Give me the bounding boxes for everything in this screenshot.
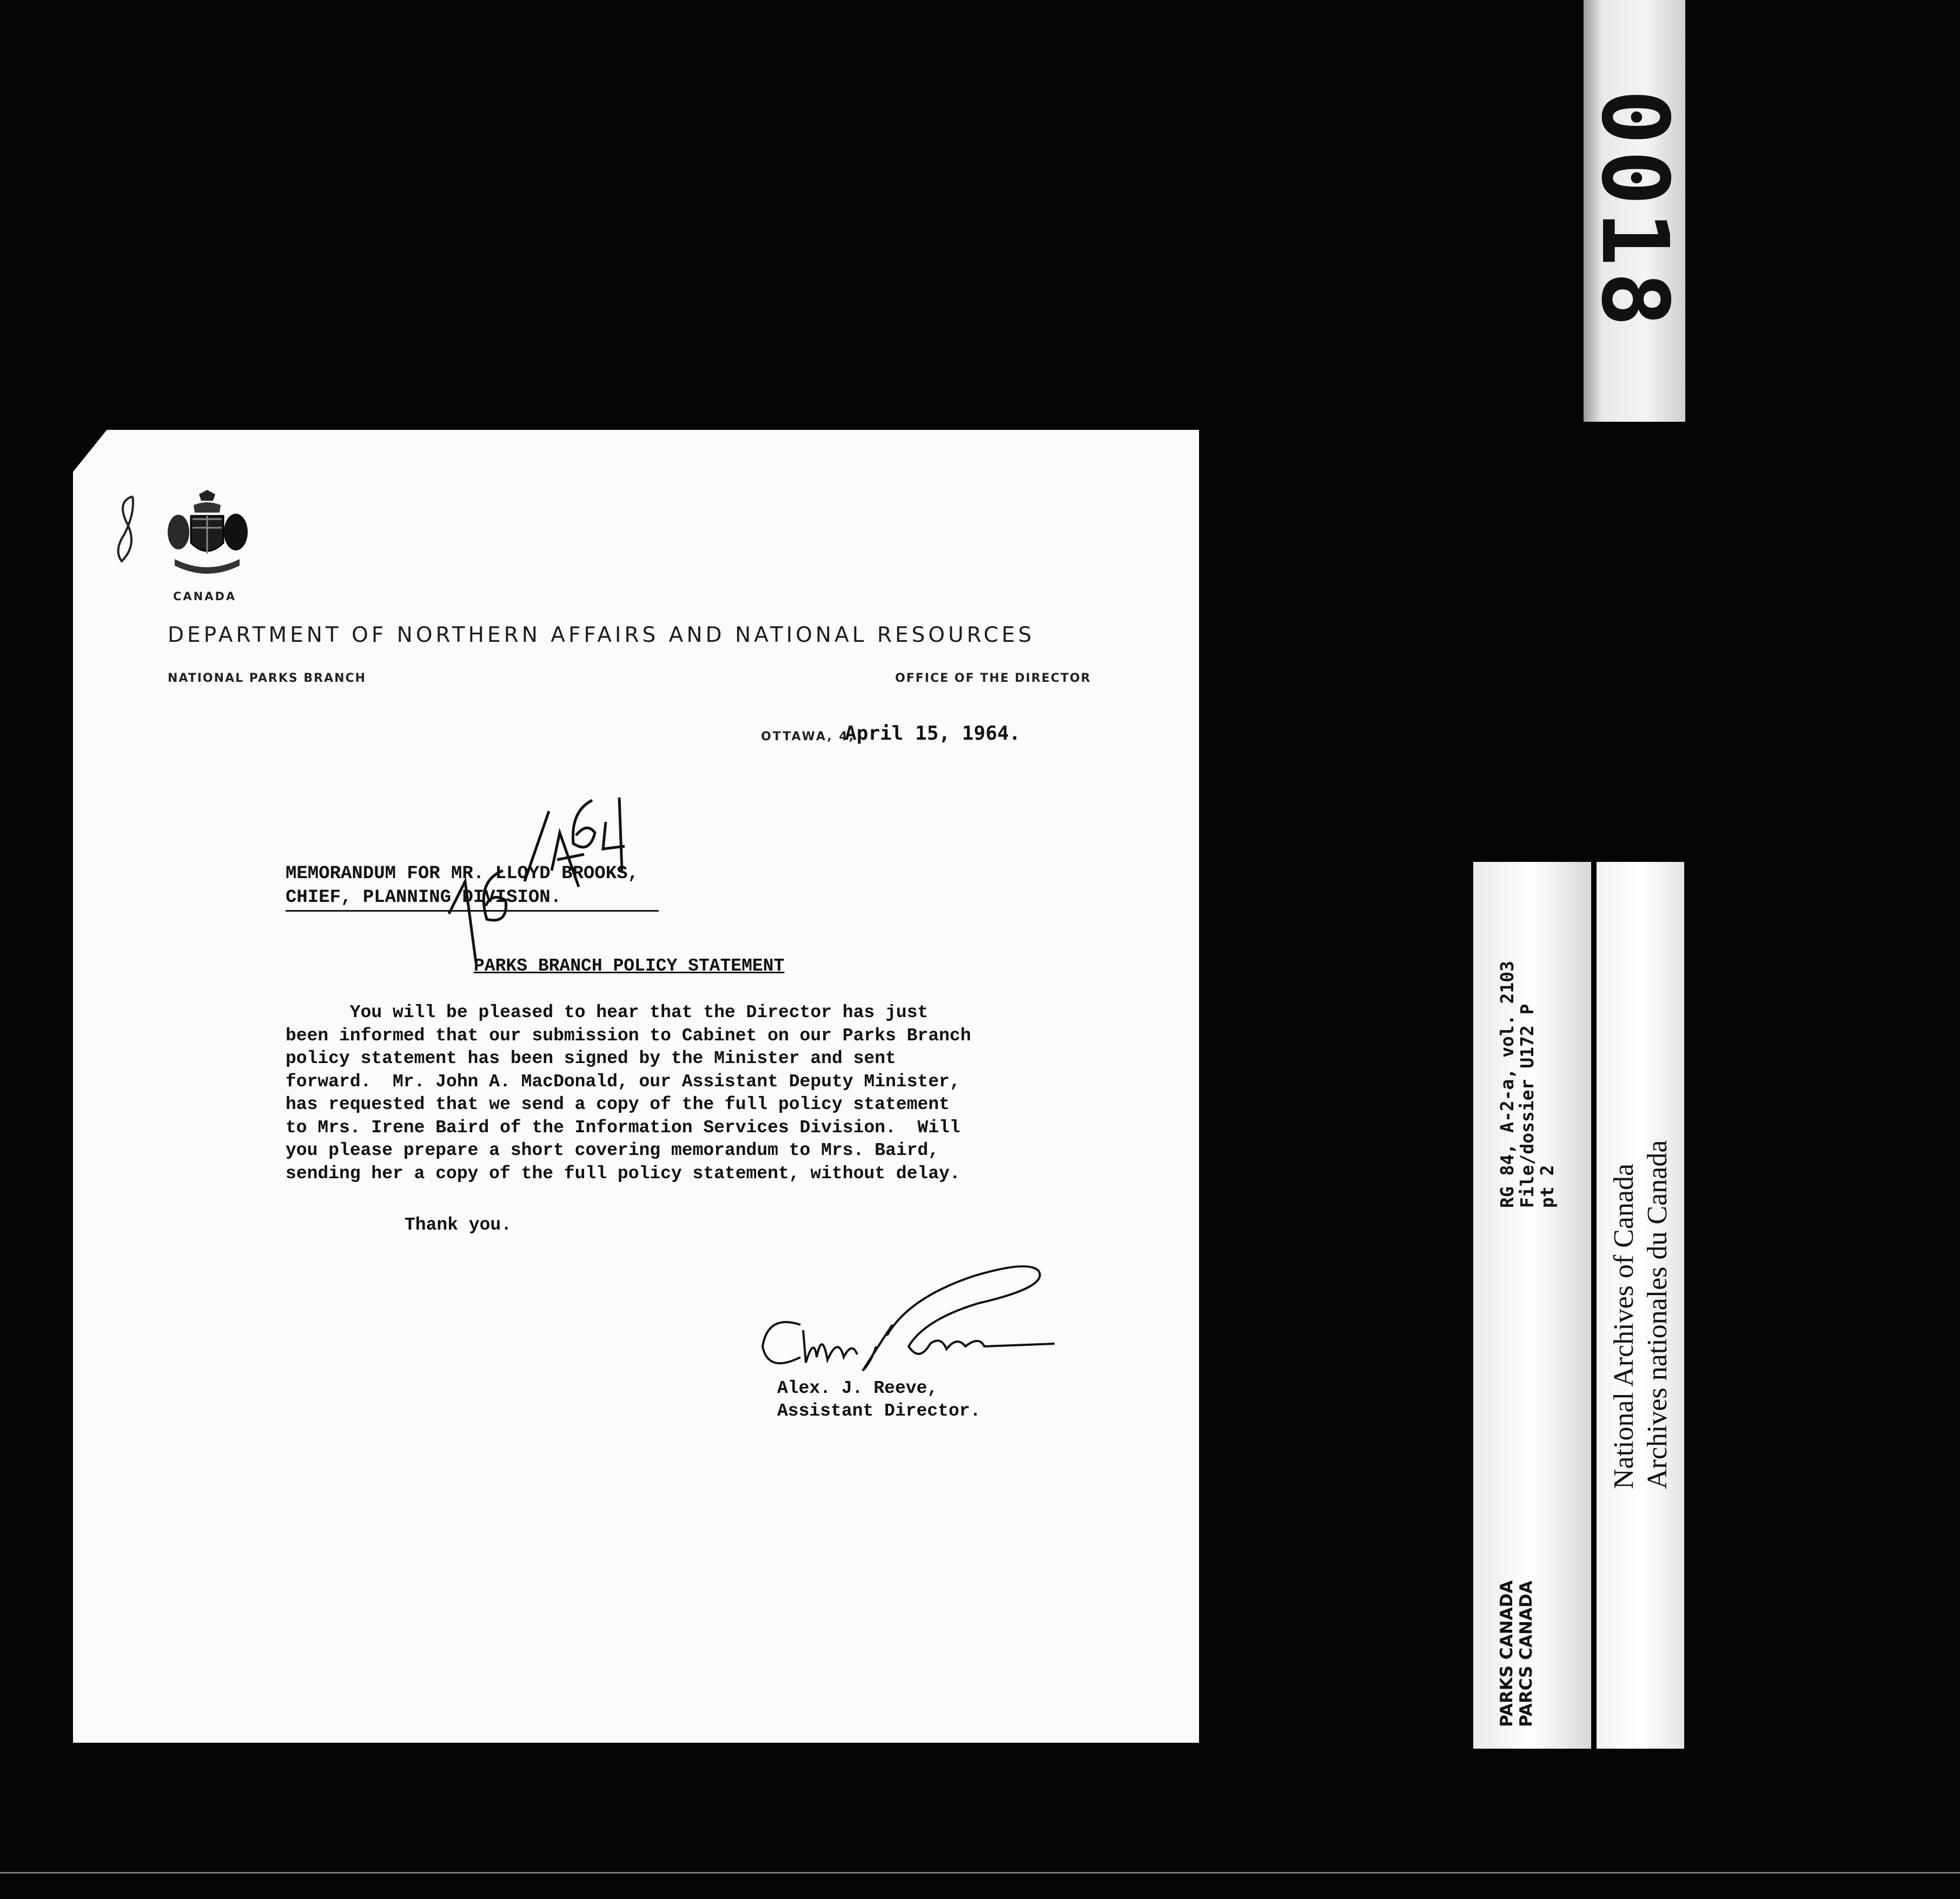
frame-counter	[1581, 0, 1688, 422]
archive-agency: PARKS CANADA PARCS CANADA	[1497, 1580, 1536, 1727]
memo-recipient-line2: CHIEF, PLANNING DIVISION.	[286, 887, 562, 908]
signatory-title: Assistant Director.	[777, 1401, 981, 1421]
branch-name: NATIONAL PARKS BRANCH	[168, 672, 367, 685]
letterhead-city: OTTAWA, 4,	[761, 730, 855, 743]
letterhead-country: CANADA	[173, 590, 237, 603]
film-edge-line	[0, 1872, 1960, 1874]
coat-of-arms-icon	[167, 489, 248, 581]
office-name: OFFICE OF THE DIRECTOR	[895, 672, 1091, 685]
recipient-underline	[286, 910, 659, 912]
archive-institution: National Archives of Canada Archives nationales du Canada	[1608, 1140, 1673, 1489]
memo-closing: Thank you.	[405, 1215, 512, 1235]
memo-recipient-line1: MEMORANDUM FOR MR. LLOYD BROOKS,	[286, 864, 639, 884]
signatory-name: Alex. J. Reeve,	[777, 1378, 938, 1398]
memo-recipient	[286, 862, 639, 909]
memo-date: April 15, 1964.	[845, 722, 1021, 745]
archive-label	[1473, 862, 1684, 1749]
department-title: DEPARTMENT OF NORTHERN AFFAIRS AND NATIONAL RESOURCES	[168, 623, 1035, 647]
memo-subject: PARKS BRANCH POLICY STATEMENT	[474, 956, 785, 976]
memo-body: You will be pleased to hear that the Director has just been informed that our submission to Cabinet on our Parks Branch policy statement has been signed by the Minister and sent forward. Mr. John A. MacDonald, our Assistant Deputy Minister, has requested that we send a copy of the full policy statement to Mrs. Irene Baird of the Information Services Division. Will you please prepare a short covering memorandum to Mrs. Baird, sending her a copy of the full policy statement, without delay.	[286, 1002, 971, 1184]
frame-counter-number: 0018	[1581, 89, 1688, 333]
archive-reference: RG 84, A-2-a, vol. 2103 File/dossier U172 P pt 2	[1497, 961, 1558, 1208]
signature-block	[777, 1377, 981, 1423]
